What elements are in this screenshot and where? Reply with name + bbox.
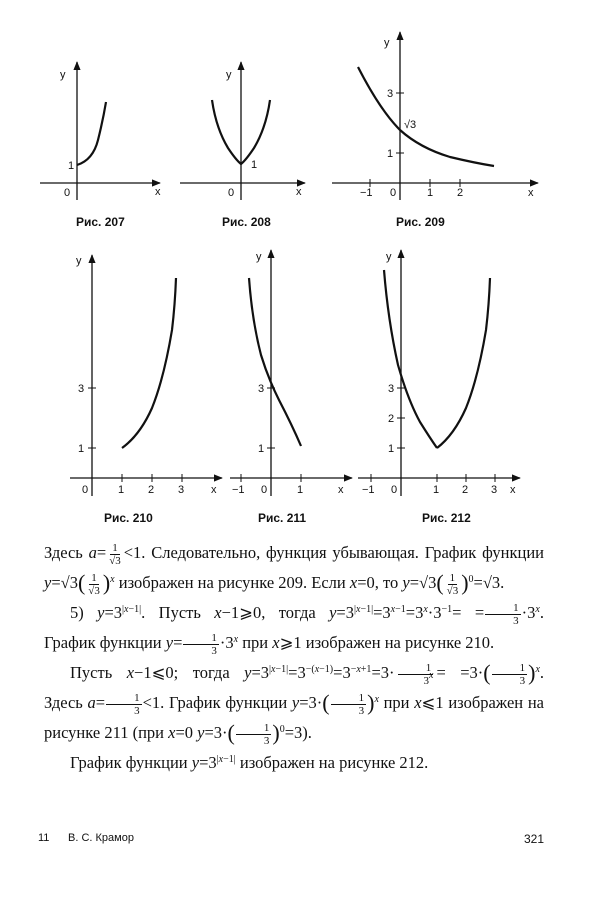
page-footer [38,832,544,848]
tick-label-y3: 3 [388,383,395,395]
y-label: y [76,255,82,267]
tick-label-minus1: −1 [362,484,375,496]
figure-209 [332,32,538,229]
x-label: x [296,186,302,198]
caption-211: Рис. 211 [258,511,307,525]
sqrt3-label: √3 [404,119,417,131]
tick-label-y1: 1 [387,148,394,160]
tick-label-1: 1 [427,187,434,199]
tick-label-1: 1 [433,484,440,496]
figure-212 [358,250,520,525]
tick-label-y3: 3 [78,383,85,395]
label-1: 1 [68,160,75,172]
paragraph-3: Пусть x−1⩽0; тогда $y=3^{|x-1|}=3^{-(x-1)}=3^{-x+1}=3\cdot$ $\frac{1}{3^x}$ = =3·( $\frac{1}{3}$ )$^x$. Здесь a= $\frac{1}{3}$ <1. График функции y=3·( $\frac{1}{3}$ )$^x$ при x⩽1 изображен на рисунке 211 (при x=0 y=3·( $\frac{1}{3}$ )$^0$=3). [44,660,545,747]
tick-label-2: 2 [148,484,155,496]
curve-207 [77,102,106,165]
tick-label-y3: 3 [387,88,394,100]
tick-label-3: 3 [491,484,498,496]
label-1: 1 [251,159,258,171]
figure-207 [40,62,161,229]
tick-label-2: 2 [462,484,469,496]
y-label: y [256,251,262,263]
page-number: 321 [523,832,544,846]
y-label: y [384,37,390,49]
tick-label-1: 1 [118,484,125,496]
tick-label-minus1: −1 [360,187,373,199]
curve-212-right [437,278,490,448]
x-label: x [528,187,534,199]
author-name: В. С. Крамор [68,832,134,844]
origin-label: 0 [261,484,268,496]
paragraph-2: 5) $y=3^{|x-1|}$. Пусть x−1⩾0, тогда $y=3^{|x-1|}=3^{x-1}=3^x\cdot 3^{-1}=$ = $\frac{1}{3}$ $\cdot 3^x$. График функции y= $\frac{1}{3}$ $\cdot 3^x$ при x⩾1 изображен на рисунке 210. [44,601,544,657]
tick-label-y1: 1 [388,443,395,455]
curve-210 [122,278,176,448]
tick-label-y1: 1 [258,443,265,455]
tick-label-3: 3 [178,484,185,496]
tick-label-y1: 1 [78,443,85,455]
caption-209: Рис. 209 [396,215,445,229]
figure-211 [230,250,352,525]
paragraph-4: График функции $y=3^{|x-1|}$ изображен на рисунке 212. [70,753,429,772]
x-label: x [510,484,516,496]
origin-label: 0 [390,187,397,199]
tick-label-2: 2 [457,187,464,199]
origin-label: 0 [228,187,235,199]
caption-208: Рис. 208 [222,215,271,229]
tick-label-1: 1 [297,484,304,496]
origin-label: 0 [82,484,89,496]
tick-label-y3: 3 [258,383,265,395]
body-text [44,538,544,778]
x-label: x [155,186,161,198]
tick-label-minus1: −1 [232,484,245,496]
caption-210: Рис. 210 [104,511,153,525]
y-label: y [386,251,392,263]
x-label: x [338,484,344,496]
y-label: y [60,69,66,81]
origin-label: 0 [391,484,398,496]
origin-label: 0 [64,187,71,199]
caption-212: Рис. 212 [422,511,471,525]
curve-211 [249,278,301,446]
tick-label-y2: 2 [388,413,395,425]
caption-207: Рис. 207 [76,215,125,229]
figure-208 [180,62,305,229]
paragraph-1: Здесь a= $\frac{1}{√3}$ <1. Следовательно, функция убывающая. График функции y=√3( $\frac{1}{√3}$ )$^x$ изображен на рисунке 209. Если x=0, то y=√3( $\frac{1}{√3}$ )$^0$=√3. [44,541,544,597]
x-label: x [211,484,217,496]
figure-210 [70,255,222,525]
signature-mark: 11 [38,832,50,844]
curve-209 [358,67,494,166]
y-label: y [226,69,232,81]
